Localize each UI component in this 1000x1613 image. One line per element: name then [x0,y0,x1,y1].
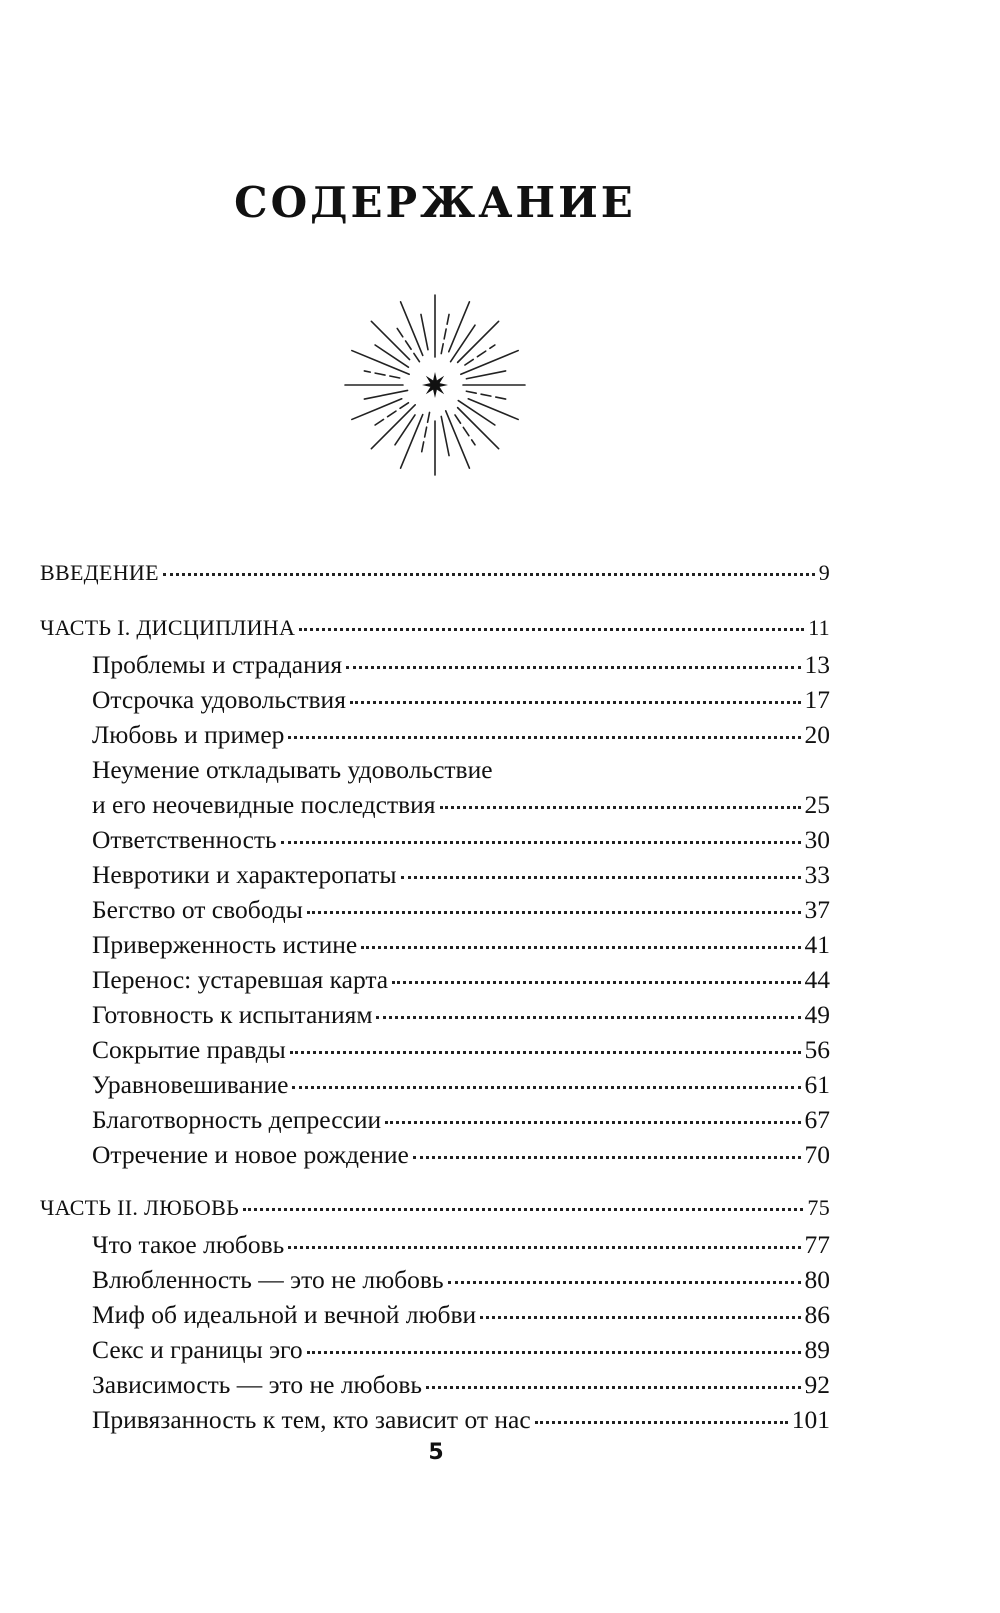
toc-entry[interactable] [40,790,830,825]
dot-leader [299,627,804,631]
toc-entry[interactable] [40,825,830,860]
toc-entry-page: 92 [804,1370,830,1399]
toc-entry[interactable] [40,1300,830,1335]
toc-entry-part-2[interactable] [40,1195,830,1230]
dot-leader [392,980,800,984]
toc-entry-page: 86 [804,1300,830,1329]
toc-entry[interactable] [40,720,830,755]
dot-leader [346,665,800,669]
toc-entry-label: ЧАСТЬ I. ДИСЦИПЛИНА [40,615,296,640]
toc-entry[interactable] [40,860,830,895]
dot-leader [292,1085,800,1089]
toc-entry-page: 67 [804,1105,830,1134]
dot-leader [480,1315,800,1319]
toc-entry[interactable] [40,965,830,1000]
toc-entry[interactable] [40,1335,830,1370]
toc-entry-page: 13 [804,650,830,679]
toc-entry-label: Перенос: устаревшая карта [92,965,389,994]
toc-entry-page: 9 [818,560,830,585]
toc-entry-label: Уравновешивание [92,1070,289,1099]
dot-leader [243,1207,803,1211]
toc-entry-label: Бегство от свободы [92,895,303,924]
toc-entry[interactable] [40,930,830,965]
toc-entry-part-1[interactable] [40,615,830,650]
toc-entry-page: 101 [791,1405,830,1434]
dot-leader [288,735,800,739]
toc-entry[interactable] [40,1140,830,1175]
dot-leader [376,1015,800,1019]
toc-entry-label: ВВЕДЕНИЕ [40,560,159,585]
toc-entry-intro[interactable] [40,560,830,595]
toc-entry-label: и его неочевидные последствия [92,790,436,819]
toc-entry-page: 89 [804,1335,830,1364]
toc-entry-label: Ответственность [92,825,277,854]
sunburst-star-icon [335,290,535,490]
toc-entry-label: Приверженность истине [92,930,358,959]
toc-entry-page: 25 [804,790,830,819]
dot-leader [290,1050,801,1054]
dot-leader [401,875,801,879]
dot-leader [426,1385,801,1389]
toc-entry-label: Секс и границы эго [92,1335,303,1364]
toc-entry-page: 80 [804,1265,830,1294]
page-number: 5 [428,1440,444,1465]
toc-entry[interactable] [40,1000,830,1035]
dot-leader [163,572,815,576]
dot-leader [307,1350,801,1354]
toc-entry-page: 49 [804,1000,830,1029]
table-of-contents [40,560,830,1440]
toc-entry-label: Готовность к испытаниям [92,1000,373,1029]
toc-entry-page: 33 [804,860,830,889]
toc-entry[interactable] [40,1370,830,1405]
toc-entry-label: Что такое любовь [92,1230,285,1259]
dot-leader [440,805,801,809]
toc-entry-label: Любовь и пример [92,720,285,749]
toc-entry-page: 11 [808,615,830,640]
toc-entry-page: 77 [804,1230,830,1259]
toc-entry[interactable] [40,895,830,930]
toc-entry-page: 44 [804,965,830,994]
toc-entry[interactable] [40,1230,830,1265]
toc-entry-page: 30 [804,825,830,854]
toc-entry[interactable] [40,1265,830,1300]
dot-leader [535,1420,788,1424]
toc-entry-page: 37 [804,895,830,924]
toc-entry-label: Благотворность депрессии [92,1105,382,1134]
toc-entry-label: Отречение и новое рождение [92,1140,409,1169]
toc-entry[interactable] [40,1405,830,1440]
toc-entry[interactable] [40,685,830,720]
toc-entry-label: Сокрытие правды [92,1035,286,1064]
toc-entry-page: 56 [804,1035,830,1064]
dot-leader [385,1120,800,1124]
toc-entry[interactable] [40,650,830,685]
toc-entry-label: Привязанность к тем, кто зависит от нас [92,1405,531,1434]
toc-entry[interactable] [40,1035,830,1070]
toc-entry-label-line1: Неумение откладывать удовольствие [92,755,493,784]
toc-entry-label: Проблемы и страдания [92,650,343,679]
dot-leader [288,1245,800,1249]
toc-entry-label: Влюбленность — это не любовь [92,1265,444,1294]
toc-entry-page: 61 [804,1070,830,1099]
dot-leader [281,840,801,844]
dot-leader [350,700,801,704]
toc-entry-label: Миф об идеальной и вечной любви [92,1300,477,1329]
dot-leader [448,1280,801,1284]
toc-entry-page: 75 [807,1195,830,1220]
page-title: СОДЕРЖАНИЕ [234,178,636,227]
dot-leader [361,945,800,949]
toc-entry-page: 41 [804,930,830,959]
dot-leader [413,1155,801,1159]
toc-entry-page: 20 [804,720,830,749]
toc-entry-page: 70 [804,1140,830,1169]
toc-entry-label: Невротики и характеропаты [92,860,397,889]
toc-entry[interactable] [40,1070,830,1105]
toc-entry-page: 17 [804,685,830,714]
toc-entry[interactable] [40,1105,830,1140]
toc-entry-label: Зависимость — это не любовь [92,1370,422,1399]
toc-entry-label: Отсрочка удовольствия [92,685,346,714]
toc-entry-label: ЧАСТЬ II. ЛЮБОВЬ [40,1195,239,1220]
dot-leader [307,910,801,914]
